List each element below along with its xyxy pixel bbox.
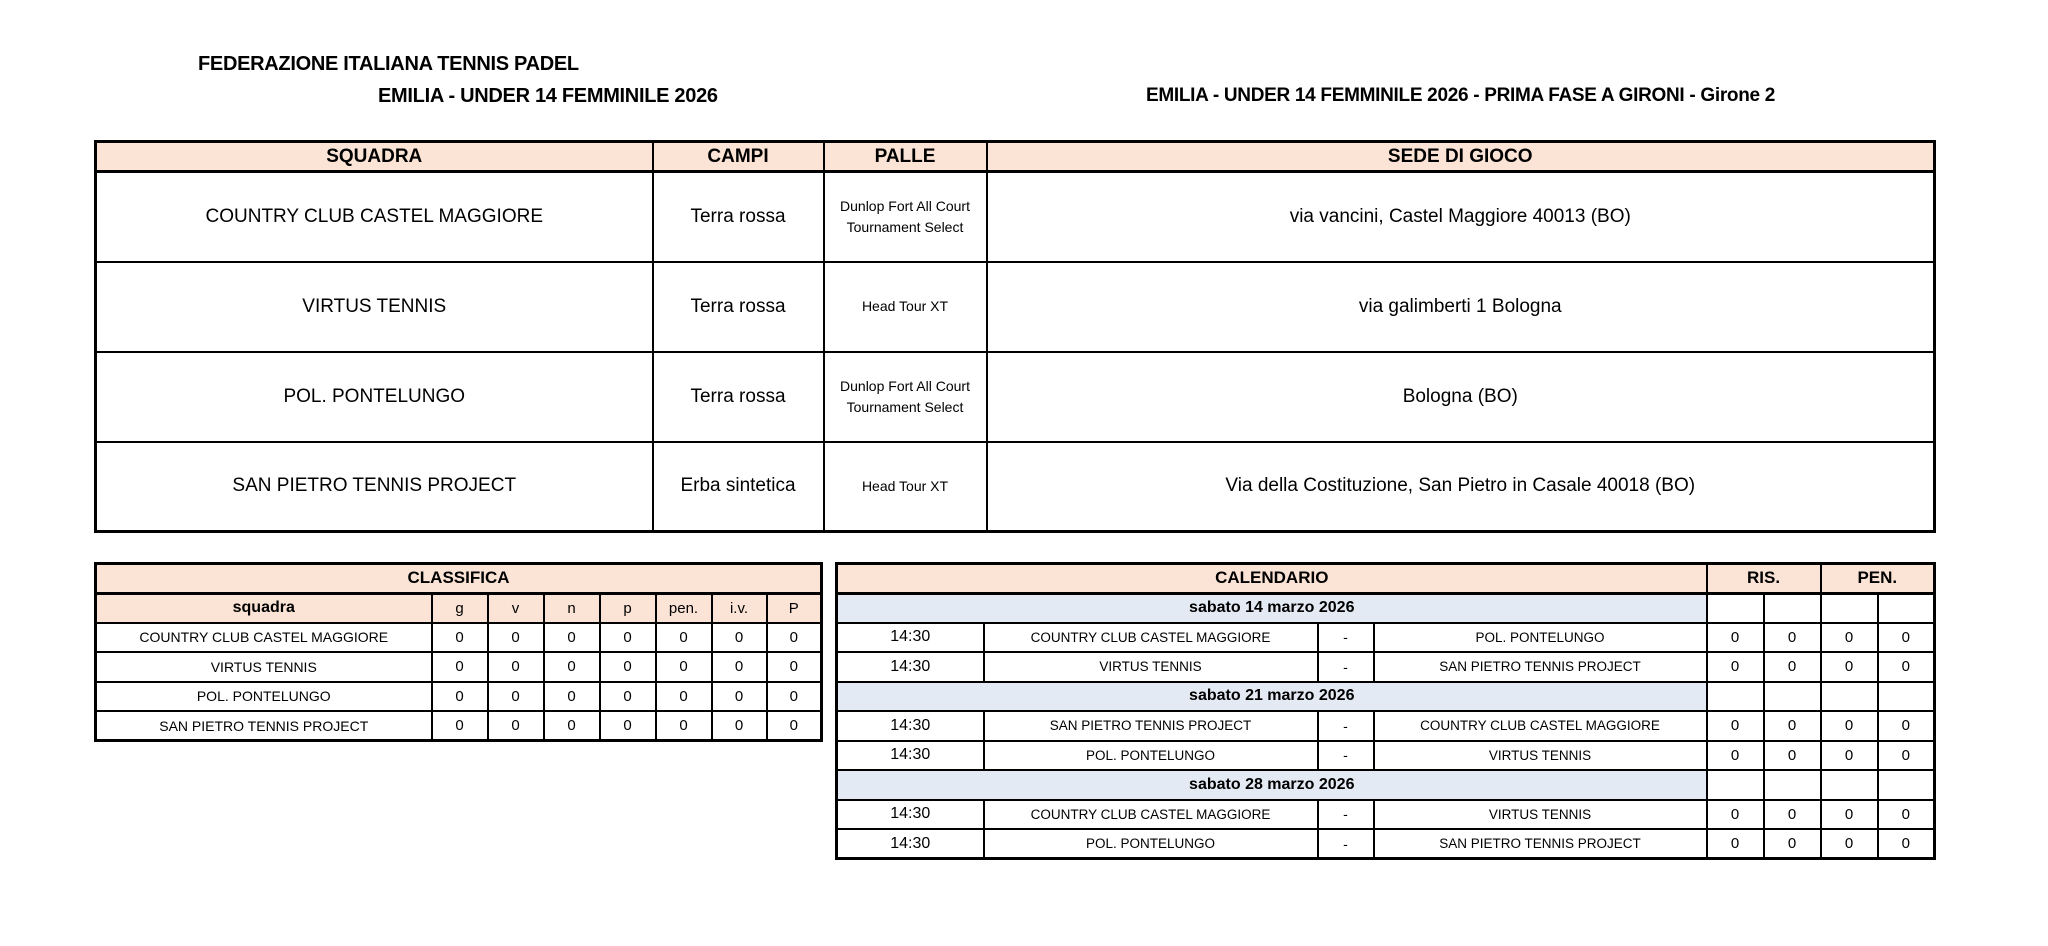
penalty-away: 0 — [1878, 711, 1935, 741]
stat-p: 0 — [600, 652, 656, 682]
stat-iv: 0 — [712, 682, 767, 712]
table-row — [96, 262, 1935, 352]
federation-title: FEDERAZIONE ITALIANA TENNIS PADEL — [198, 53, 579, 75]
penalty-away: 0 — [1878, 741, 1935, 771]
stat-pen: 0 — [656, 682, 712, 712]
result-home: 0 — [1707, 623, 1764, 653]
team-venue: via galimberti 1 Bologna — [987, 262, 1935, 352]
teams-table — [94, 140, 1936, 533]
stat-iv: 0 — [712, 623, 767, 653]
table-row — [96, 442, 1935, 532]
penalty-away: 0 — [1878, 800, 1935, 830]
team-name: VIRTUS TENNIS — [96, 262, 653, 352]
empty-cell — [1821, 682, 1878, 712]
penalty-away: 0 — [1878, 829, 1935, 859]
col-header-p: p — [600, 593, 656, 623]
vs-separator: - — [1318, 623, 1374, 653]
stat-pen: 0 — [656, 711, 712, 741]
standings-team: VIRTUS TENNIS — [96, 652, 432, 682]
match-time: 14:30 — [837, 741, 984, 771]
empty-cell — [1764, 593, 1821, 623]
match-row — [837, 741, 1935, 771]
team-balls: Head Tour XT — [824, 262, 987, 352]
result-away: 0 — [1764, 623, 1821, 653]
result-away: 0 — [1764, 800, 1821, 830]
table-row — [96, 682, 822, 712]
match-time: 14:30 — [837, 800, 984, 830]
calendar-header-row — [837, 564, 1935, 594]
stat-points: 0 — [767, 652, 822, 682]
standings-title-row — [96, 564, 822, 594]
match-time: 14:30 — [837, 623, 984, 653]
stat-points: 0 — [767, 682, 822, 712]
match-row — [837, 652, 1935, 682]
team-surface: Terra rossa — [653, 172, 824, 262]
match-row — [837, 829, 1935, 859]
team-name: POL. PONTELUNGO — [96, 352, 653, 442]
penalty-home: 0 — [1821, 711, 1878, 741]
stat-points: 0 — [767, 623, 822, 653]
match-row — [837, 800, 1935, 830]
empty-cell — [1878, 682, 1935, 712]
vs-separator: - — [1318, 800, 1374, 830]
penalties-header: PEN. — [1821, 564, 1935, 594]
home-team: POL. PONTELUNGO — [984, 829, 1318, 859]
col-header-points: P — [767, 593, 822, 623]
team-venue: Bologna (BO) — [987, 352, 1935, 442]
empty-cell — [1707, 770, 1764, 800]
col-header-g: g — [432, 593, 488, 623]
matchday-date: sabato 28 marzo 2026 — [837, 770, 1707, 800]
stat-v: 0 — [488, 682, 544, 712]
table-row — [96, 172, 1935, 262]
stat-g: 0 — [432, 711, 488, 741]
vs-separator: - — [1318, 829, 1374, 859]
penalty-home: 0 — [1821, 800, 1878, 830]
table-row — [96, 711, 822, 741]
team-balls: Dunlop Fort All Court Tournament Select — [824, 172, 987, 262]
team-surface: Terra rossa — [653, 262, 824, 352]
result-home: 0 — [1707, 800, 1764, 830]
result-home: 0 — [1707, 652, 1764, 682]
standings-team: POL. PONTELUNGO — [96, 682, 432, 712]
col-header-pen: pen. — [656, 593, 712, 623]
teams-header-row — [96, 142, 1935, 172]
result-away: 0 — [1764, 652, 1821, 682]
championship-title: EMILIA - UNDER 14 FEMMINILE 2026 — [378, 85, 718, 107]
stat-n: 0 — [544, 682, 600, 712]
col-header-sede: SEDE DI GIOCO — [987, 142, 1935, 172]
stat-pen: 0 — [656, 623, 712, 653]
away-team: VIRTUS TENNIS — [1374, 741, 1707, 771]
calendar-table — [835, 562, 1936, 860]
matchday-date: sabato 21 marzo 2026 — [837, 682, 1707, 712]
result-home: 0 — [1707, 741, 1764, 771]
col-header-campi: CAMPI — [653, 142, 824, 172]
empty-cell — [1707, 682, 1764, 712]
group-phase-title: EMILIA - UNDER 14 FEMMINILE 2026 - PRIMA FASE A GIRONI - Girone 2 — [1146, 85, 1776, 106]
stat-n: 0 — [544, 652, 600, 682]
away-team: POL. PONTELUNGO — [1374, 623, 1707, 653]
team-name: COUNTRY CLUB CASTEL MAGGIORE — [96, 172, 653, 262]
col-header-squadra: squadra — [96, 593, 432, 623]
away-team: SAN PIETRO TENNIS PROJECT — [1374, 652, 1707, 682]
team-balls: Dunlop Fort All Court Tournament Select — [824, 352, 987, 442]
stat-p: 0 — [600, 711, 656, 741]
matchday-date: sabato 14 marzo 2026 — [837, 593, 1707, 623]
stat-n: 0 — [544, 711, 600, 741]
standings-team: SAN PIETRO TENNIS PROJECT — [96, 711, 432, 741]
home-team: SAN PIETRO TENNIS PROJECT — [984, 711, 1318, 741]
col-header-n: n — [544, 593, 600, 623]
penalty-home: 0 — [1821, 623, 1878, 653]
matchday-row — [837, 682, 1935, 712]
match-row — [837, 623, 1935, 653]
home-team: COUNTRY CLUB CASTEL MAGGIORE — [984, 800, 1318, 830]
vs-separator: - — [1318, 741, 1374, 771]
result-away: 0 — [1764, 829, 1821, 859]
empty-cell — [1878, 770, 1935, 800]
match-time: 14:30 — [837, 652, 984, 682]
empty-cell — [1821, 770, 1878, 800]
matchday-row — [837, 593, 1935, 623]
result-away: 0 — [1764, 741, 1821, 771]
team-balls: Head Tour XT — [824, 442, 987, 532]
standings-table — [94, 562, 823, 742]
results-header: RIS. — [1707, 564, 1821, 594]
col-header-squadra: SQUADRA — [96, 142, 653, 172]
penalty-home: 0 — [1821, 652, 1878, 682]
table-row — [96, 623, 822, 653]
stat-v: 0 — [488, 652, 544, 682]
penalty-away: 0 — [1878, 652, 1935, 682]
table-row — [96, 352, 1935, 442]
matchday-row — [837, 770, 1935, 800]
stat-g: 0 — [432, 652, 488, 682]
standings-team: COUNTRY CLUB CASTEL MAGGIORE — [96, 623, 432, 653]
match-time: 14:30 — [837, 829, 984, 859]
empty-cell — [1821, 593, 1878, 623]
home-team: COUNTRY CLUB CASTEL MAGGIORE — [984, 623, 1318, 653]
vs-separator: - — [1318, 711, 1374, 741]
penalty-home: 0 — [1821, 829, 1878, 859]
stat-points: 0 — [767, 711, 822, 741]
stat-pen: 0 — [656, 652, 712, 682]
team-venue: via vancini, Castel Maggiore 40013 (BO) — [987, 172, 1935, 262]
away-team: COUNTRY CLUB CASTEL MAGGIORE — [1374, 711, 1707, 741]
away-team: SAN PIETRO TENNIS PROJECT — [1374, 829, 1707, 859]
stat-g: 0 — [432, 623, 488, 653]
result-home: 0 — [1707, 711, 1764, 741]
col-header-palle: PALLE — [824, 142, 987, 172]
empty-cell — [1764, 682, 1821, 712]
table-row — [96, 652, 822, 682]
result-home: 0 — [1707, 829, 1764, 859]
stat-n: 0 — [544, 623, 600, 653]
standings-header-row — [96, 593, 822, 623]
calendar-title: CALENDARIO — [837, 564, 1707, 594]
team-surface: Terra rossa — [653, 352, 824, 442]
penalty-home: 0 — [1821, 741, 1878, 771]
match-row — [837, 711, 1935, 741]
stat-p: 0 — [600, 682, 656, 712]
team-name: SAN PIETRO TENNIS PROJECT — [96, 442, 653, 532]
team-surface: Erba sintetica — [653, 442, 824, 532]
result-away: 0 — [1764, 711, 1821, 741]
stat-iv: 0 — [712, 711, 767, 741]
empty-cell — [1707, 593, 1764, 623]
stat-v: 0 — [488, 623, 544, 653]
match-time: 14:30 — [837, 711, 984, 741]
stat-v: 0 — [488, 711, 544, 741]
home-team: POL. PONTELUNGO — [984, 741, 1318, 771]
empty-cell — [1878, 593, 1935, 623]
col-header-v: v — [488, 593, 544, 623]
stat-p: 0 — [600, 623, 656, 653]
stat-iv: 0 — [712, 652, 767, 682]
home-team: VIRTUS TENNIS — [984, 652, 1318, 682]
penalty-away: 0 — [1878, 623, 1935, 653]
standings-title: CLASSIFICA — [96, 564, 822, 594]
vs-separator: - — [1318, 652, 1374, 682]
col-header-iv: i.v. — [712, 593, 767, 623]
stat-g: 0 — [432, 682, 488, 712]
empty-cell — [1764, 770, 1821, 800]
away-team: VIRTUS TENNIS — [1374, 800, 1707, 830]
team-venue: Via della Costituzione, San Pietro in Casale 40018 (BO) — [987, 442, 1935, 532]
